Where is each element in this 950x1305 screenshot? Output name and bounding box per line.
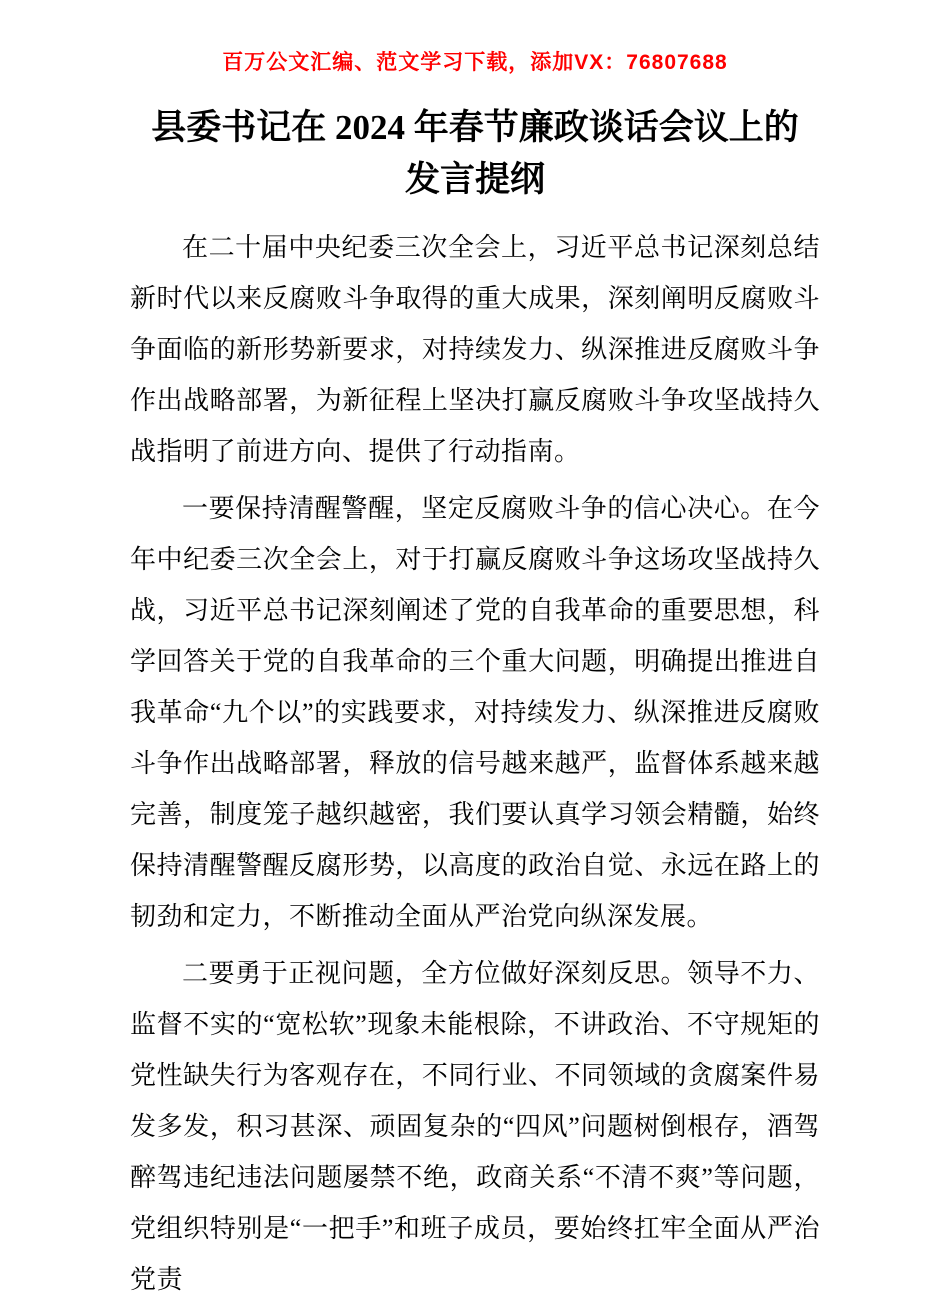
- paragraph-point-two: 二要勇于正视问题，全方位做好深刻反思。领导不力、监督不实的“宽松软”现象未能根除，不讲政治、不守规矩的党性缺失行为客观存在，不同行业、不同领域的贪腐案件易发多发，积习甚深、顽固复杂的“四风”问题树倒根存，酒驾醉驾违纪违法问题屡禁不绝，政商关系“不清不爽”等问题，党组织特别是“一把手”和班子成员，要始终扛牢全面从严治党责: [130, 959, 820, 1294]
- page-title: 县委书记在 2024 年春节廉政谈话会议上的发言提纲: [151, 108, 799, 199]
- document-body: [130, 222, 820, 1305]
- paragraph-point-one: 一要保持清醒警醒，坚定反腐败斗争的信心决心。在今年中纪委三次全会上，对于打赢反腐败斗争这场攻坚战持久战，习近平总书记深刻阐述了党的自我革命的重要思想，科学回答关于党的自我革命的三个重大问题，明确提出推进自我革命“九个以”的实践要求，对持续发力、纵深推进反腐败斗争作出战略部署，释放的信号越来越严，监督体系越来越完善，制度笼子越织越密，我们要认真学习领会精髓，始终保持清醒警醒反腐形势，以高度的政治自觉、永远在路上的韧劲和定力，不断推动全面从严治党向纵深发展。: [130, 494, 820, 931]
- paragraph-intro: 在二十届中央纪委三次全会上，习近平总书记深刻总结新时代以来反腐败斗争取得的重大成果，深刻阐明反腐败斗争面临的新形势新要求，对持续发力、纵深推进反腐败斗争作出战略部署，为新征程上坚决打赢反腐败斗争攻坚战持久战指明了前进方向、提供了行动指南。: [130, 233, 820, 466]
- promo-header-note: 百万公文汇编、范文学习下载，添加VX：76807688: [222, 51, 728, 74]
